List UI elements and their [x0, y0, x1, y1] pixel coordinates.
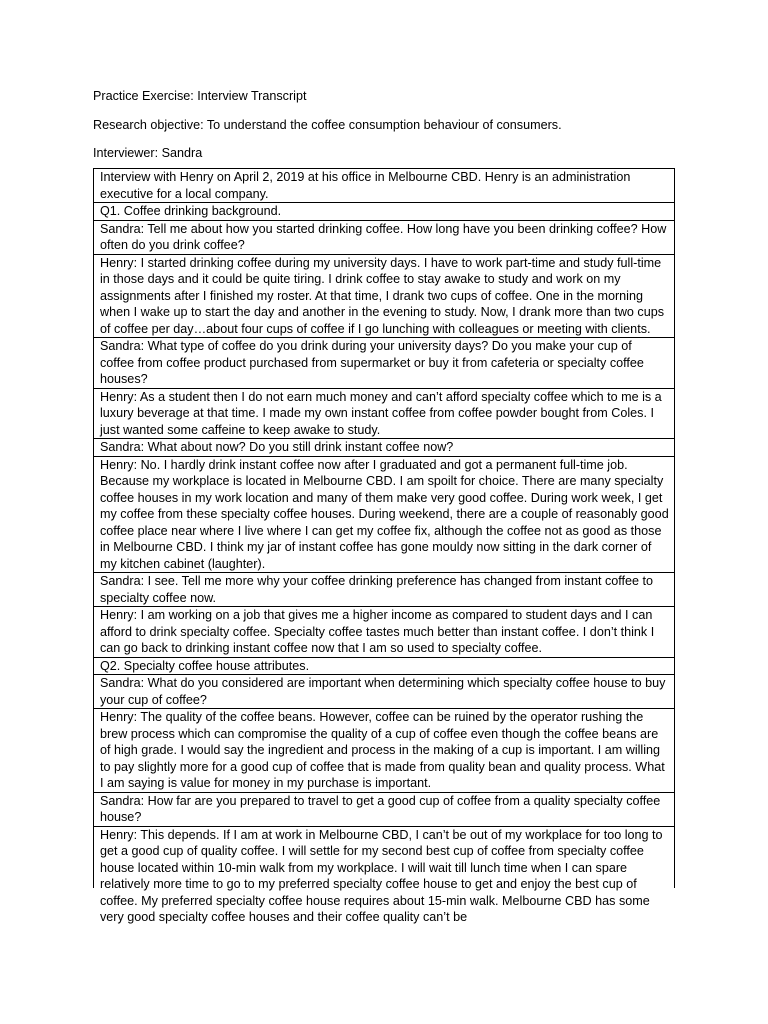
table-row: [94, 826, 675, 888]
interviewer-turn-cell: Sandra: How far are you prepared to travel to get a good cup of coffee from a quality specialty coffee house?: [94, 792, 675, 826]
table-row: [94, 607, 675, 658]
question-heading-cell: Q1. Coffee drinking background.: [94, 203, 675, 221]
table-row: [94, 439, 675, 457]
table-row: [94, 388, 675, 439]
research-objective: Research objective: To understand the coffee consumption behaviour of consumers.: [93, 118, 562, 132]
interviewer-turn-cell: Sandra: Tell me about how you started drinking coffee. How long have you been drinking coffee? How often do you drink coffee?: [94, 220, 675, 254]
interviewer-line: Interviewer: Sandra: [93, 146, 203, 160]
table-row: [94, 254, 675, 338]
document-title: Practice Exercise: Interview Transcript: [93, 89, 307, 103]
respondent-turn-cell: Henry: No. I hardly drink instant coffee now after I graduated and got a permanent full-time job. Because my workplace is located in Melbourne CBD. I am spoilt for choice. There are many specialty coffee houses in my work location and many of them make very good coffee. During work week, I get my coffee from these specialty coffee houses. During weekend, there are a couple of reasonably good coffee place near where I live where I can get my coffee fix, although the coffee not as good as those in Melbourne CBD. I think my jar of instant coffee has gone mouldy now sitting in the dark corner of my kitchen cabinet (laughter).: [94, 456, 675, 573]
interviewer-turn-cell: Sandra: What about now? Do you still drink instant coffee now?: [94, 439, 675, 457]
table-row: [94, 203, 675, 221]
transcript-table: [93, 168, 675, 924]
interviewer-turn-cell: Sandra: What type of coffee do you drink during your university days? Do you make your cup of coffee from coffee product purchased from supermarket or buy it from cafeteria or specialty coffee houses?: [94, 338, 675, 389]
interview-intro-cell: Interview with Henry on April 2, 2019 at his office in Melbourne CBD. Henry is an administration executive for a local company.: [94, 169, 675, 203]
respondent-turn-cell: Henry: I started drinking coffee during my university days. I have to work part-time and study full-time in those days and it could be quite tiring. I drink coffee to stay awake to study and work on my assignments after I finished my roster. At that time, I drank two cups of coffee. One in the morning when I wake up to start the day and another in the evening to study. Now, I drank more than two cups of coffee per day…about four cups of coffee if I go lunching with colleagues or meeting with clients.: [94, 254, 675, 338]
table-row: [94, 792, 675, 826]
table-row: [94, 709, 675, 793]
question-heading-cell: Q2. Specialty coffee house attributes.: [94, 657, 675, 675]
respondent-turn-cell: Henry: As a student then I do not earn much money and can’t afford specialty coffee which to me is a luxury beverage at that time. I made my own instant coffee from coffee powder bought from Coles. I just wanted some caffeine to keep awake to study.: [94, 388, 675, 439]
respondent-turn-cell: Henry: I am working on a job that gives me a higher income as compared to student days and I can afford to drink specialty coffee. Specialty coffee tastes much better than instant coffee. I don’t think I can go back to drinking instant coffee now that I am so used to specialty coffee.: [94, 607, 675, 658]
table-row: [94, 456, 675, 573]
interviewer-turn-cell: Sandra: I see. Tell me more why your coffee drinking preference has changed from instant coffee to specialty coffee now.: [94, 573, 675, 607]
table-row: [94, 573, 675, 607]
respondent-turn-cell: [94, 826, 675, 924]
table-row: [94, 169, 675, 203]
table-row: [94, 220, 675, 254]
respondent-turn-cell: Henry: The quality of the coffee beans. However, coffee can be ruined by the operator rushing the brew process which can compromise the quality of a cup of coffee even though the coffee beans are of high grade. I would say the ingredient and process in the making of a cup is important. I am willing to pay slightly more for a good cup of coffee that is made from quality bean and quality process. What I am saying is value for money in my purchase is important.: [94, 709, 675, 793]
interviewer-turn-cell: Sandra: What do you considered are important when determining which specialty coffee house to buy your cup of coffee?: [94, 675, 675, 709]
table-row: [94, 675, 675, 709]
table-row: [94, 657, 675, 675]
truncated-text: Henry: This depends. If I am at work in Melbourne CBD, I can’t be out of my workplace for too long to get a good cup of quality coffee. I will settle for my second best cup of coffee from specialty coffee house located within 10-min walk from my workplace. I will wait till lunch time when I can spare relatively more time to go to my preferred specialty coffee house to get and enjoy the best cup of coffee. My preferred specialty coffee house requires about 15-min walk. Melbourne CBD has some very good specialty coffee houses and their coffee quality can’t be: [100, 827, 663, 924]
table-row: [94, 338, 675, 389]
